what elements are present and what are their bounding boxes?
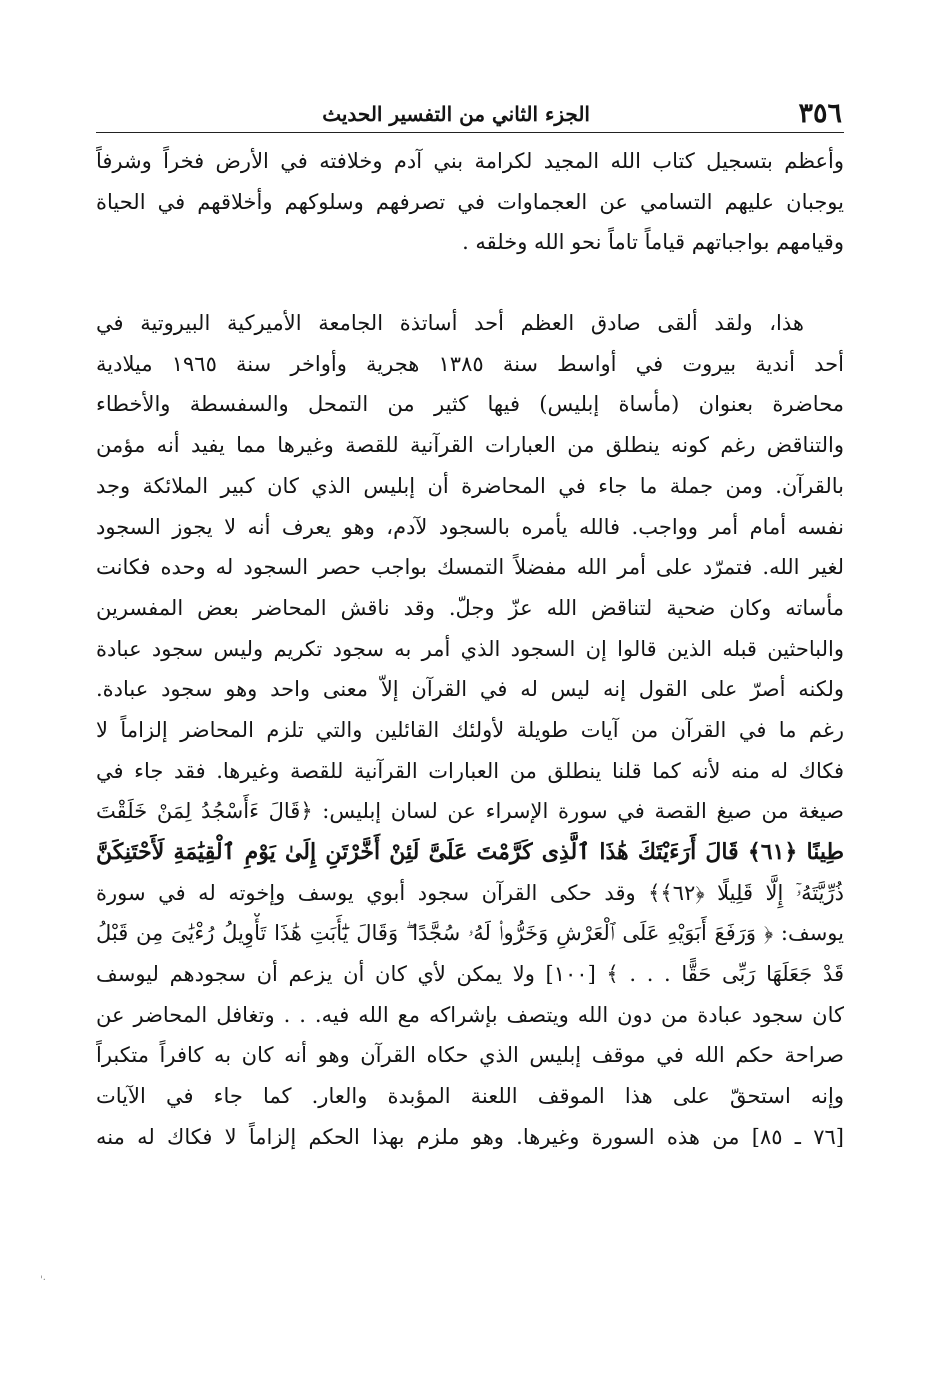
paragraph-1 — [96, 141, 844, 263]
text-line: ولكنه أصرّ على القول إنه ليس له في القرآن إلاّ معنى واحد وهو سجود عبادة. — [96, 677, 844, 702]
text-line: والباحثين قبله الذين قالوا إن السجود الذي أمر به سجود تكريم وليس سجود عبادة — [96, 636, 844, 661]
text-line: محاضرة بعنوان (مأساة إبليس) فيها كثير من التمحل والسفسطة والأخطاء — [96, 392, 844, 417]
text-line: وإنه استحقّ على هذا الموقف اللعنة المؤبدة والعار. كما جاء في الآيات — [96, 1084, 844, 1109]
text-line: والتناقض رغم كونه ينطلق من العبارات القرآنية للقصة وغيرها مما يفيد أنه مؤمن — [96, 433, 844, 458]
text-line: نفسه أمام أمر وواجب. فالله يأمره بالسجود لآدم، وهو يعرف أنه لا يجوز السجود — [96, 514, 844, 539]
quran-verse-line: طِينًا ﴿٦١﴾ قَالَ أَرَءَيْتَكَ هَٰذَا ٱلَّذِى كَرَّمْتَ عَلَىَّ لَئِنْ أَخَّرْتَنِ إِلَىٰ يَوْمِ ٱلْقِيَٰمَةِ لَأَحْتَنِكَنَّ — [96, 839, 844, 865]
text-line: كان سجود عبادة من دون الله ويتصف بإشراكه مع الله فيه. . . وتغافل المحاضر عن — [96, 1002, 844, 1027]
text-line: صراحة حكم الله في موقف إبليس الذي حكاه القرآن وهو أنه كان به كافراً متكبراً — [96, 1043, 844, 1068]
text-line: فكاك له منه لأنه كما قلنا ينطلق من العبارات القرآنية للقصة وغيرها. فقد جاء في — [96, 758, 844, 783]
text-line: [٧٦ ـ ٨٥] من هذه السورة وغيرها. وهو ملزم بهذا الحكم إلزاماً لا فكاك له منه — [96, 1124, 844, 1149]
scan-speck: ·' — [40, 1275, 46, 1286]
text-line: وقيامهم بواجباتهم قياماً تاماً نحو الله وخلقه . — [462, 230, 844, 255]
text-line: وأعظم بتسجيل كتاب الله المجيد لكرامة بني آدم وخلافته في الأرض فخراً وشرفاً — [96, 149, 844, 173]
text-line: ذُرِّيَّتَهُۥٓ إِلَّا قَلِيلًا ﴿٦٢﴾﴾ وقد حكى القرآن سجود أبوي يوسف وإخوته له في سورة — [96, 880, 844, 905]
text-line: هذا، ولقد ألقى صادق العظم أحد أساتذة الجامعة الأميركية البيروتية في — [96, 311, 804, 336]
text-line: صيغة من صيغ القصة في سورة الإسراء عن لسان إبليس: ﴿قَالَ ءَأَسْجُدُ لِمَنْ خَلَقْتَ — [96, 799, 844, 824]
page-number: ٣٥٦ — [798, 98, 842, 129]
page-header — [96, 96, 844, 133]
text-line: قَدْ جَعَلَهَا رَبِّى حَقًّا . . . ﴾ [١٠٠] ولا يمكن لأي كان أن يزعم أن سجودهم ليوسف — [96, 962, 844, 987]
text-line: مأساته وكان ضحية لتناقض الله عزّ وجلّ. وقد ناقش المحاضر بعض المفسرين — [96, 595, 844, 620]
running-title: الجزء الثاني من التفسير الحديث — [322, 102, 590, 126]
paragraph-2 — [96, 303, 844, 1157]
text-line: بالقرآن. ومن جملة ما جاء في المحاضرة أن إبليس الذي كان كبير الملائكة وجد — [96, 473, 844, 498]
text-line: لغير الله. فتمرّد على أمر الله مفضلاً التمسك بواجب حصر السجود له وحده فكانت — [96, 555, 844, 580]
quran-verse-line: يوسف: ﴿ وَرَفَعَ أَبَوَيْهِ عَلَى ٱلْعَرْشِ وَخَرُّوا۟ لَهُۥ سُجَّدًا ۖ وَقَالَ يَٰٓأَبَتِ هَٰذَا تَأْوِيلُ رُءْيَٰىَ مِن قَبْلُ — [96, 921, 844, 946]
text-line: رغم ما في القرآن من آيات طويلة لأولئك القائلين والتي تلزم المحاضر إلزاماً لا — [96, 717, 844, 742]
book-page — [96, 96, 844, 1158]
text-line: يوجبان عليهم التسامي عن العجماوات في تصرفهم وسلوكهم وأخلاقهم في الحياة — [96, 189, 844, 214]
text-line: أحد أندية بيروت في أواسط سنة ١٣٨٥ هجرية وأواخر سنة ١٩٦٥ ميلادية — [96, 351, 844, 376]
